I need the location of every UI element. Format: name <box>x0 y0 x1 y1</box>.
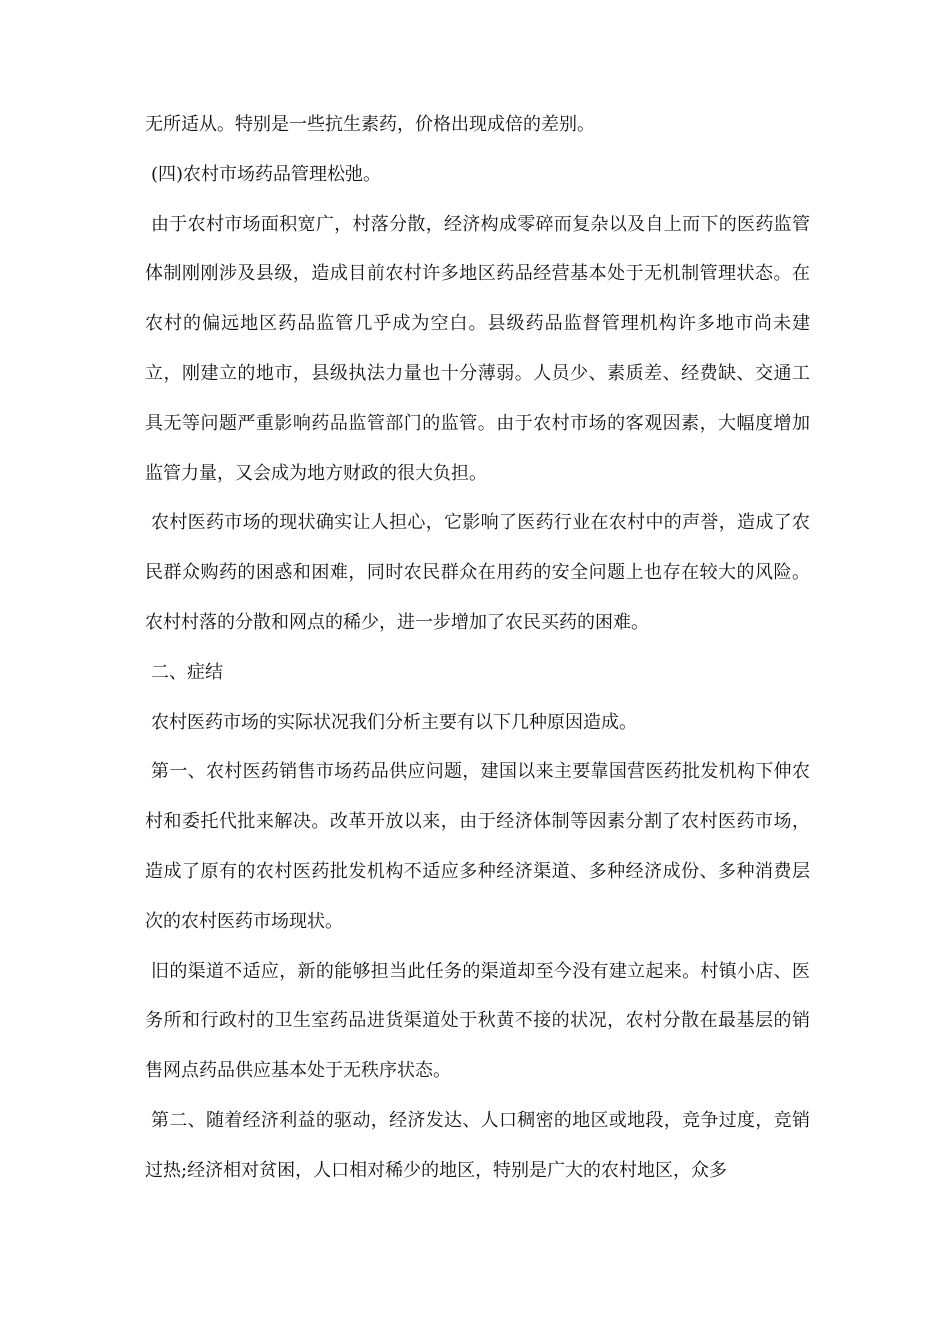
paragraph: 旧的渠道不适应，新的能够担当此任务的渠道却至今没有建立起来。村镇小店、医务所和行政村的卫生室药品进货渠道处于秋黄不接的状况，农村分散在最基层的销售网点药品供应基本处于无秩序状态。 <box>145 960 810 1082</box>
paragraph: 农村医药市场的现状确实让人担心，它影响了医药行业在农村中的声誉，造成了农民群众购药的困惑和困难，同时农民群众在用药的安全问题上也存在较大的风险。农村村落的分散和网点的稀少，进一步增加了农民买药的困难。 <box>145 512 810 633</box>
section-heading-4: (四)农村市场药品管理松弛。 <box>151 163 382 185</box>
document-body <box>145 100 810 1196</box>
paragraph-continuation: 无所适从。特别是一些抗生素药，价格出现成倍的差别。 <box>145 114 595 135</box>
paragraph: 农村医药市场的实际状况我们分析主要有以下几种原因造成。 <box>151 711 637 733</box>
paragraph: 第二、随着经济利益的驱动，经济发达、人口稠密的地区或地段，竞争过度，竞销过热;经济相对贫困，人口相对稀少的地区，特别是广大的农村地区，众多 <box>145 1109 810 1181</box>
paragraph: 第一、农村医药销售市场药品供应问题，建国以来主要靠国营医药批发机构下伸农村和委托代批来解决。改革开放以来，由于经济体制等因素分割了农村医药市场，造成了原有的农村医药批发机构不适应多种经济渠道、多种经济成份、多种消费层次的农村医药市场现状。 <box>145 761 810 932</box>
section-heading-2: 二、症结 <box>151 661 223 683</box>
paragraph: 由于农村市场面积宽广，村落分散，经济构成零碎而复杂以及自上而下的医药监管体制刚刚涉及县级，造成目前农村许多地区药品经营基本处于无机制管理状态。在农村的偏远地区药品监管几乎成为空白。县级药品监督管理机构许多地市尚未建立，刚建立的地市，县级执法力量也十分薄弱。人员少、素质差、经费缺、交通工具无等问题严重影响药品监管部门的监管。由于农村市场的客观因素，大幅度增加监管力量，又会成为地方财政的很大负担。 <box>145 213 810 484</box>
